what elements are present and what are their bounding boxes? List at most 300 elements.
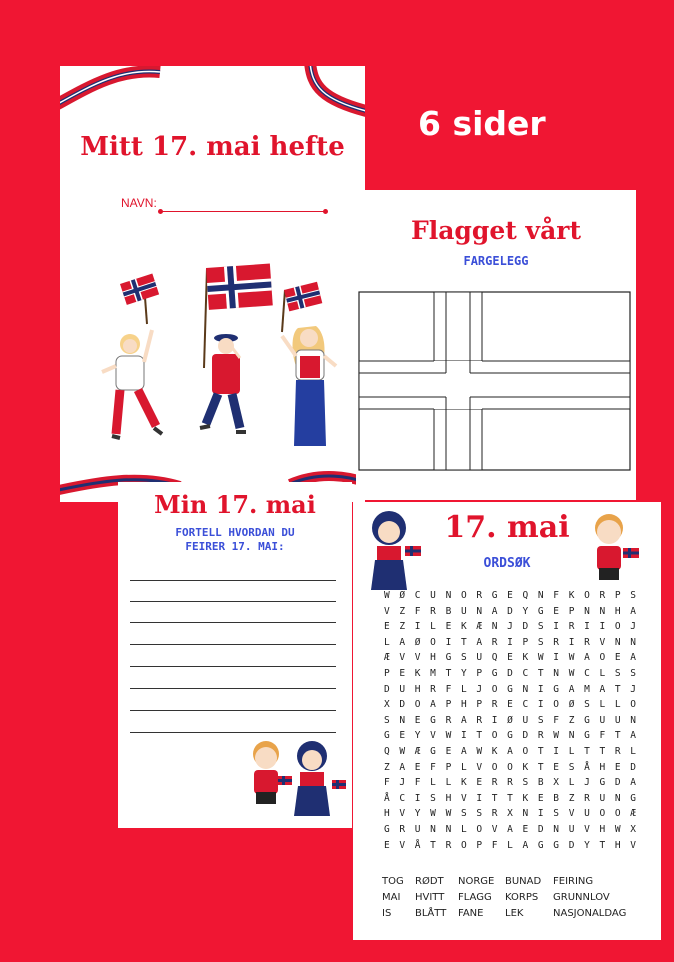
wordsearch-letter[interactable]: Y [414,808,421,820]
wordsearch-letter[interactable]: D [522,621,529,633]
wordsearch-letter[interactable]: A [507,745,513,757]
wordsearch-letter[interactable]: I [568,636,575,648]
wordsearch-letter[interactable]: R [584,792,590,804]
wordsearch-letter[interactable]: I [553,652,560,664]
wordsearch-letter[interactable]: L [460,761,467,773]
wordsearch-letter[interactable]: P [476,839,483,851]
wordsearch-letter[interactable]: D [507,667,513,679]
wordsearch-letter[interactable]: I [553,621,560,633]
wordsearch-letter[interactable]: H [384,808,390,820]
wordsearch-letter[interactable]: G [384,823,390,835]
wordsearch-letter[interactable]: G [507,683,513,695]
wordsearch-letter[interactable]: H [599,761,606,773]
wordsearch-letter[interactable]: N [614,636,621,648]
wordsearch-letter[interactable]: S [460,652,467,664]
wordsearch-letter[interactable]: F [599,730,606,742]
wordsearch-letter[interactable]: N [584,605,590,617]
wordsearch-letter[interactable]: Æ [476,621,483,633]
wordsearch-letter[interactable]: O [460,590,467,601]
wordsearch-letter[interactable]: R [584,636,590,648]
wordsearch-letter[interactable]: L [507,839,513,851]
wordsearch-letter[interactable]: O [430,636,436,648]
wordsearch-letter[interactable]: O [491,730,498,742]
wordsearch-letter[interactable]: R [476,714,483,726]
wordsearch-letter[interactable]: S [537,714,544,726]
wordsearch-letter[interactable]: R [537,730,544,742]
wordsearch-letter[interactable]: S [430,792,436,804]
wordsearch-letter[interactable]: A [630,730,636,742]
wordsearch-letter[interactable]: M [430,667,436,679]
wordsearch-letter[interactable]: V [399,808,406,820]
wordsearch-letter[interactable]: T [430,839,436,851]
wordsearch-letter[interactable]: T [537,761,544,773]
wordsearch-letter[interactable]: S [614,667,621,679]
wordsearch-letter[interactable]: A [568,683,575,695]
wordsearch-letter[interactable]: A [460,714,467,726]
wordsearch-letter[interactable]: C [522,699,529,711]
wordsearch-letter[interactable]: A [491,605,498,617]
wordsearch-letter[interactable]: D [537,823,544,835]
wordsearch-letter[interactable]: N [537,590,544,601]
wordsearch-letter[interactable]: G [445,652,452,664]
wordsearch-letter[interactable]: L [630,745,636,757]
wordsearch-letter[interactable]: N [399,714,406,726]
wordsearch-letter[interactable]: S [537,636,544,648]
wordsearch-letter[interactable]: W [553,730,560,742]
wordsearch-letter[interactable]: L [614,699,621,711]
wordsearch-letter[interactable]: M [584,683,590,695]
wordsearch-letter[interactable]: A [630,777,636,789]
wordsearch-letter[interactable]: S [384,714,390,726]
wordsearch-letter[interactable]: T [491,792,498,804]
wordsearch-letter[interactable]: J [399,777,406,789]
wordsearch-letter[interactable]: V [384,605,390,617]
flag-outline-coloring[interactable] [358,291,634,473]
wordsearch-letter[interactable]: L [460,683,467,695]
wordsearch-letter[interactable]: U [568,823,575,835]
wordsearch-letter[interactable]: N [630,636,636,648]
wordsearch-letter[interactable]: R [445,839,452,851]
wordsearch-letter[interactable]: R [507,777,513,789]
wordsearch-letter[interactable]: A [599,683,606,695]
wordsearch-letter[interactable]: X [553,777,560,789]
wordsearch-letter[interactable]: F [414,777,421,789]
wordsearch-letter[interactable]: T [537,667,544,679]
wordsearch-letter[interactable]: V [460,792,467,804]
wordsearch-letter[interactable]: Q [522,590,529,601]
wordsearch-letter[interactable]: Q [491,652,498,664]
wordsearch-letter[interactable]: V [491,823,498,835]
wordsearch-letter[interactable]: D [507,605,513,617]
wordsearch-letter[interactable]: H [614,839,621,851]
wordsearch-letter[interactable]: E [414,714,421,726]
wordsearch-letter[interactable]: W [445,730,452,742]
wordsearch-letter[interactable]: K [460,777,467,789]
wordsearch-letter[interactable]: R [614,745,621,757]
wordsearch-letter[interactable]: A [584,652,590,664]
wordsearch-letter[interactable]: F [430,761,436,773]
wordsearch-letter[interactable]: D [568,839,575,851]
wordsearch-letter[interactable]: E [384,839,390,851]
wordsearch-letter[interactable]: D [384,683,390,695]
wordsearch-letter[interactable]: G [584,714,590,726]
wordsearch-letter[interactable]: G [553,839,560,851]
wordsearch-letter[interactable]: A [476,636,483,648]
wordsearch-letter[interactable]: Ø [568,699,575,711]
writing-line[interactable] [130,580,336,581]
wordsearch-letter[interactable]: V [584,823,590,835]
wordsearch-letter[interactable]: A [630,652,636,664]
writing-line[interactable] [130,666,336,667]
wordsearch-letter[interactable]: U [460,605,467,617]
wordsearch-letter[interactable]: I [537,699,544,711]
wordsearch-letter[interactable]: G [491,590,498,601]
wordsearch-letter[interactable]: G [537,839,544,851]
wordsearch-letter[interactable]: B [537,777,544,789]
wordsearch-letter[interactable]: Ø [507,714,513,726]
wordsearch-letter[interactable]: H [599,823,606,835]
wordsearch-letter[interactable]: Å [414,839,421,851]
wordsearch-letter[interactable]: A [460,745,467,757]
wordsearch-letter[interactable]: K [491,745,498,757]
wordsearch-letter[interactable]: E [537,792,544,804]
wordsearch-letter[interactable]: O [460,839,467,851]
wordsearch-letter[interactable]: G [553,683,560,695]
wordsearch-letter[interactable]: G [537,605,544,617]
wordsearch-letter[interactable]: H [460,699,467,711]
wordsearch-letter[interactable]: U [584,808,590,820]
wordsearch-letter[interactable]: S [584,699,590,711]
wordsearch-letter[interactable]: I [491,714,498,726]
wordsearch-letter[interactable]: D [399,699,406,711]
wordsearch-letter[interactable]: F [553,590,560,601]
wordsearch-letter[interactable]: E [553,605,560,617]
wordsearch-letter[interactable]: G [384,730,390,742]
wordsearch-letter[interactable]: W [445,808,452,820]
wordsearch-letter[interactable]: O [491,683,498,695]
wordsearch-letter[interactable]: P [614,590,621,601]
wordsearch-letter[interactable]: N [553,823,560,835]
wordsearch-letter[interactable]: I [460,730,467,742]
wordsearch-letter[interactable]: U [399,683,406,695]
wordsearch-letter[interactable]: N [430,823,436,835]
wordsearch-letter[interactable]: V [430,730,436,742]
wordsearch-letter[interactable]: O [614,621,621,633]
wordsearch-letter[interactable]: T [599,839,606,851]
wordsearch-letter[interactable]: U [599,714,606,726]
wordsearch-letter[interactable]: D [630,761,636,773]
wordsearch-letter[interactable]: L [568,777,575,789]
wordsearch-letter[interactable]: A [399,636,406,648]
wordsearch-letter[interactable]: E [414,761,421,773]
wordsearch-letter[interactable]: C [584,667,590,679]
wordsearch-letter[interactable]: N [614,792,621,804]
wordsearch-letter[interactable]: U [522,714,529,726]
wordsearch-letter[interactable]: W [537,652,544,664]
wordsearch-letter[interactable]: J [630,683,636,695]
wordsearch-letter[interactable]: L [445,777,452,789]
wordsearch-letter[interactable]: R [491,636,498,648]
wordsearch-letter[interactable]: V [399,652,406,664]
wordsearch-letter[interactable]: N [568,730,575,742]
wordsearch-letter[interactable]: C [414,590,421,601]
wordsearch-letter[interactable]: E [507,590,513,601]
wordsearch-letter[interactable]: Z [384,761,390,773]
wordsearch-letter[interactable]: I [537,808,544,820]
wordsearch-letter[interactable]: X [384,699,390,711]
wordsearch-letter[interactable]: Ø [414,636,421,648]
wordsearch-letter[interactable]: N [476,605,483,617]
wordsearch-letter[interactable]: V [414,652,421,664]
wordsearch-letter[interactable]: U [430,590,436,601]
wordsearch-letter[interactable]: T [599,745,606,757]
wordsearch-letter[interactable]: N [630,714,636,726]
wordsearch-letter[interactable]: K [568,590,575,601]
wordsearch-letter[interactable]: V [599,636,606,648]
wordsearch-letter[interactable]: N [445,823,452,835]
wordsearch-letter[interactable]: I [553,745,560,757]
wordsearch-letter[interactable]: W [430,808,436,820]
wordsearch-letter[interactable]: G [630,792,636,804]
wordsearch-letter[interactable]: U [599,792,606,804]
wordsearch-letter[interactable]: W [568,667,575,679]
wordsearch-letter[interactable]: T [584,745,590,757]
wordsearch-letter[interactable]: P [522,636,529,648]
wordsearch-letter[interactable]: K [414,667,421,679]
wordsearch-letter[interactable]: T [445,667,452,679]
wordsearch-letter[interactable]: V [568,808,575,820]
wordsearch-letter[interactable]: Y [584,839,590,851]
wordsearch-letter[interactable]: Ø [399,590,406,601]
wordsearch-letter[interactable]: R [399,823,406,835]
wordsearch-letter[interactable]: O [522,745,529,757]
wordsearch-letter[interactable]: G [599,777,606,789]
wordsearch-letter[interactable]: F [414,605,421,617]
wordsearch-letter[interactable]: O [599,808,606,820]
wordsearch-letter[interactable]: E [476,777,483,789]
wordsearch-letter[interactable]: N [599,605,606,617]
wordsearch-letter[interactable]: L [384,636,390,648]
wordsearch-letter[interactable]: K [522,652,529,664]
wordsearch-letter[interactable]: E [384,621,390,633]
wordsearch-letter[interactable]: F [553,714,560,726]
wordsearch-letter[interactable]: K [522,761,529,773]
wordsearch-letter[interactable]: U [476,652,483,664]
wordsearch-letter[interactable]: P [476,667,483,679]
wordsearch-letter[interactable]: Q [384,745,390,757]
name-line[interactable] [160,211,325,212]
wordsearch-letter[interactable]: S [553,808,560,820]
wordsearch-letter[interactable]: R [599,590,606,601]
writing-line[interactable] [130,601,336,602]
wordsearch-letter[interactable]: I [584,621,590,633]
wordsearch-letter[interactable]: D [522,730,529,742]
wordsearch-letter[interactable]: L [599,667,606,679]
wordsearch-letter[interactable]: T [614,683,621,695]
wordsearch-letter[interactable]: O [614,808,621,820]
wordsearch-letter[interactable]: E [399,730,406,742]
wordsearch-letter[interactable]: W [384,590,390,601]
wordsearch-letter[interactable]: W [476,745,483,757]
wordsearch-letter[interactable]: N [491,621,498,633]
wordsearch-letter[interactable]: W [568,652,575,664]
wordsearch-letter[interactable]: Å [384,792,390,804]
wordsearch-letter[interactable]: T [507,792,513,804]
wordsearch-letter[interactable]: X [630,823,636,835]
wordsearch-letter[interactable]: H [614,605,621,617]
wordsearch-letter[interactable]: I [414,621,421,633]
wordsearch-letter[interactable]: S [630,667,636,679]
wordsearch-letter[interactable]: P [445,699,452,711]
wordsearch-letter[interactable]: S [537,621,544,633]
wordsearch-letter[interactable]: E [522,823,529,835]
wordsearch-letter[interactable]: T [537,745,544,757]
wordsearch-letter[interactable]: R [553,636,560,648]
wordsearch-letter[interactable]: C [522,667,529,679]
wordsearch-letter[interactable]: C [399,792,406,804]
wordsearch-letter[interactable]: J [630,621,636,633]
writing-line[interactable] [130,688,336,689]
wordsearch-letter[interactable]: V [399,839,406,851]
wordsearch-letter[interactable]: S [522,777,529,789]
wordsearch-letter[interactable]: F [384,777,390,789]
wordsearch-letter[interactable]: R [491,808,498,820]
wordsearch-letter[interactable]: O [476,823,483,835]
wordsearch-letter[interactable]: K [460,621,467,633]
wordsearch-letter[interactable]: O [414,699,421,711]
writing-line[interactable] [130,622,336,623]
wordsearch-letter[interactable]: G [491,667,498,679]
wordsearch-letter[interactable]: L [599,699,606,711]
wordsearch-letter[interactable]: D [614,777,621,789]
wordsearch-letter[interactable]: L [430,621,436,633]
wordsearch-letter[interactable]: L [460,823,467,835]
wordsearch-letter[interactable]: E [445,621,452,633]
wordsearch-letter[interactable]: O [630,699,636,711]
wordsearch-letter[interactable]: R [491,699,498,711]
wordsearch-letter[interactable]: O [584,590,590,601]
wordsearch-letter[interactable]: A [430,699,436,711]
wordsearch-letter[interactable]: O [599,652,606,664]
wordsearch-letter[interactable]: F [445,683,452,695]
wordsearch-letter[interactable]: H [445,792,452,804]
wordsearch-letter[interactable]: I [599,621,606,633]
wordsearch-letter[interactable]: T [476,730,483,742]
writing-line[interactable] [130,732,336,733]
wordsearch-letter[interactable]: G [430,745,436,757]
wordsearch-letter[interactable]: E [614,761,621,773]
wordsearch-letter[interactable]: P [476,699,483,711]
wordsearch-letter[interactable]: N [522,808,529,820]
wordsearch-letter[interactable]: G [430,714,436,726]
wordsearch-letter[interactable]: V [630,839,636,851]
wordsearch-letter[interactable]: B [553,792,560,804]
wordsearch-letter[interactable]: T [460,636,467,648]
wordsearch-letter[interactable]: K [522,792,529,804]
wordsearch-letter[interactable]: T [614,730,621,742]
wordsearch-letter[interactable]: R [430,683,436,695]
wordsearch-letter[interactable]: W [399,745,406,757]
wordsearch-letter[interactable]: N [522,683,529,695]
wordsearch-letter[interactable]: H [430,652,436,664]
wordsearch-grid[interactable] [384,588,646,853]
wordsearch-letter[interactable]: G [507,730,513,742]
wordsearch-letter[interactable]: Y [522,605,529,617]
wordsearch-letter[interactable]: Æ [630,808,636,820]
wordsearch-letter[interactable]: I [507,636,513,648]
wordsearch-letter[interactable]: O [553,699,560,711]
wordsearch-letter[interactable]: Z [399,621,406,633]
wordsearch-letter[interactable]: S [460,808,467,820]
wordsearch-letter[interactable]: L [430,777,436,789]
wordsearch-letter[interactable]: Y [460,667,467,679]
wordsearch-letter[interactable]: A [507,823,513,835]
wordsearch-letter[interactable]: Z [568,714,575,726]
wordsearch-letter[interactable]: J [476,683,483,695]
wordsearch-letter[interactable]: O [507,761,513,773]
wordsearch-letter[interactable]: Y [414,730,421,742]
writing-line[interactable] [130,710,336,711]
wordsearch-letter[interactable]: X [507,808,513,820]
wordsearch-letter[interactable]: E [507,699,513,711]
wordsearch-letter[interactable]: E [614,652,621,664]
wordsearch-letter[interactable]: R [568,621,575,633]
wordsearch-letter[interactable]: I [476,792,483,804]
wordsearch-letter[interactable]: J [507,621,513,633]
wordsearch-letter[interactable]: Z [568,792,575,804]
wordsearch-letter[interactable]: B [445,605,452,617]
wordsearch-letter[interactable]: E [399,667,406,679]
wordsearch-letter[interactable]: P [384,667,390,679]
wordsearch-letter[interactable]: E [507,652,513,664]
wordsearch-letter[interactable]: O [491,761,498,773]
wordsearch-letter[interactable]: W [614,823,621,835]
writing-line[interactable] [130,644,336,645]
wordsearch-letter[interactable]: I [445,636,452,648]
wordsearch-letter[interactable]: L [568,745,575,757]
wordsearch-letter[interactable]: I [414,792,421,804]
wordsearch-letter[interactable]: E [445,745,452,757]
wordsearch-letter[interactable]: N [445,590,452,601]
wordsearch-letter[interactable]: P [445,761,452,773]
wordsearch-letter[interactable]: J [584,777,590,789]
wordsearch-letter[interactable]: A [399,761,406,773]
wordsearch-letter[interactable]: Å [584,761,590,773]
wordsearch-letter[interactable]: S [568,761,575,773]
wordsearch-letter[interactable]: N [553,667,560,679]
wordsearch-letter[interactable]: R [491,777,498,789]
wordsearch-letter[interactable]: U [614,714,621,726]
wordsearch-letter[interactable]: R [430,605,436,617]
wordsearch-letter[interactable]: Æ [384,652,390,664]
wordsearch-letter[interactable]: Z [399,605,406,617]
wordsearch-letter[interactable]: V [476,761,483,773]
wordsearch-letter[interactable]: S [630,590,636,601]
wordsearch-letter[interactable]: F [491,839,498,851]
wordsearch-letter[interactable]: Æ [414,745,421,757]
wordsearch-letter[interactable]: A [630,605,636,617]
wordsearch-letter[interactable]: R [476,590,483,601]
wordsearch-letter[interactable]: H [414,683,421,695]
wordsearch-letter[interactable]: R [445,714,452,726]
wordsearch-letter[interactable]: I [537,683,544,695]
wordsearch-letter[interactable]: A [522,839,529,851]
wordsearch-letter[interactable]: E [553,761,560,773]
wordsearch-letter[interactable]: U [414,823,421,835]
wordsearch-letter[interactable]: G [584,730,590,742]
wordsearch-letter[interactable]: P [568,605,575,617]
wordsearch-letter[interactable]: S [476,808,483,820]
